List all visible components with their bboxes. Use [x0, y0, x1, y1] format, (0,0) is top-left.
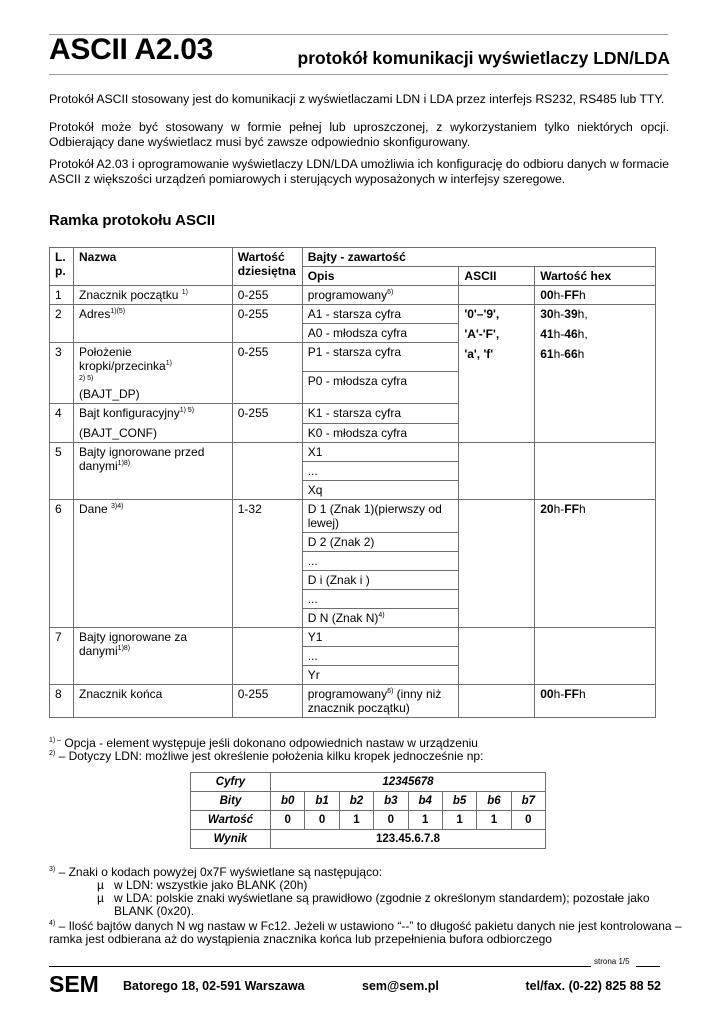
footnote-ref: 1) 5): [179, 407, 195, 414]
row-ascii: [459, 443, 535, 500]
intro-paragraph-3: Protokół A2.03 i oprogramowanie wyświetlaczy LDN/LDA umożliwia ich konfigurację do odbioru danych w formacie ASCII z większości urządzeń pomiarowych i sterujących wyposażonych w interfejsy szeregowe.: [49, 157, 669, 186]
row-decimal: [232, 628, 302, 685]
ascii-ranges: [459, 305, 535, 443]
row-desc: ...: [302, 462, 459, 481]
table-row: [50, 286, 656, 305]
row-name: [73, 343, 232, 404]
bit-cell: b4: [408, 792, 442, 811]
row-desc: ...: [302, 647, 459, 666]
row-desc: D i (Znak i ): [302, 571, 459, 590]
row-desc: K0 - młodsza cyfra: [302, 423, 459, 443]
ascii-range: 'a', 'f': [464, 347, 494, 361]
header-hex: Wartość hex: [535, 267, 656, 286]
row-decimal: [232, 443, 302, 500]
value-cell: 1: [442, 811, 476, 830]
row-desc: [302, 609, 459, 628]
footer-rule: [49, 966, 591, 967]
footnote-text: – Dotyczy LDN: możliwe jest określenie położenia kilku kropek jednocześnie np:: [55, 749, 484, 763]
row-ascii: [459, 500, 535, 628]
bits-row: [191, 792, 546, 811]
value-cell: 1: [477, 811, 511, 830]
ascii-range: 'A'-'F',: [464, 327, 500, 341]
value-cell: 0: [271, 811, 305, 830]
row-name: [73, 500, 232, 628]
row-ascii: [459, 685, 535, 718]
value-cell: 1: [339, 811, 373, 830]
name-text: Adres: [78, 307, 111, 321]
row-desc: A0 - młodsza cyfra: [302, 324, 459, 343]
row-hex: 20h-FFh: [535, 500, 656, 628]
document-subtitle: protokół komunikacji wyświetlaczy LDN/LDA: [297, 48, 670, 68]
name-text: Dane: [78, 502, 108, 516]
footnote-2: [49, 750, 483, 763]
intro-paragraph-2: Protokół może być stosowany w formie pełnej lub uproszczonej, z wykorzystaniem tylko niektórych opcji. Odbierający dane wyświetlacz musi być zawsze odpowiednio skonfigurowany.: [49, 120, 669, 149]
header-lp: L. p.: [50, 248, 74, 286]
footnote-ref: 1): [181, 289, 188, 296]
decimal-point-example-table: [190, 772, 546, 849]
footnote-ref: 2) 5): [78, 375, 94, 382]
row-lp: 6: [50, 500, 74, 628]
row-name: [73, 443, 232, 500]
row-ascii: [459, 286, 535, 305]
list-item: µ w LDA: polskie znaki wyświetlane są prawidłowo (zgodnie z określonym standardem); pozostałe jako BLANK (0x20).: [97, 891, 650, 918]
row-desc: Y1: [302, 628, 459, 647]
company-phone: tel/fax. (0-22) 825 88 52: [525, 979, 661, 993]
table-row: [50, 443, 656, 462]
digits-value: 12345678: [271, 773, 546, 792]
footnote-ref: 1): [165, 360, 172, 367]
row-lp: 5: [50, 443, 74, 500]
name-text: Bajt konfiguracyjny: [78, 406, 180, 420]
row-decimal: 0-255: [232, 404, 302, 443]
bit-cell: b2: [339, 792, 373, 811]
desc-text: D N (Znak N): [307, 611, 379, 625]
footnote-text: Opcja - element występuje jeśli dokonano odpowiednich nastaw w urządzeniu: [61, 736, 478, 750]
row-desc: P1 - starsza cyfra: [302, 343, 459, 372]
desc-text: (inny niż znacznik początku): [307, 687, 442, 715]
value-cell: 0: [374, 811, 408, 830]
table-row: [50, 628, 656, 647]
row-desc: P0 - młodsza cyfra: [302, 372, 459, 404]
bit-cell: b3: [374, 792, 408, 811]
footer-rule-end: [636, 966, 660, 967]
row-desc: K1 - starsza cyfra: [302, 404, 459, 424]
header-ascii: ASCII: [459, 267, 535, 286]
protocol-frame-table: [49, 247, 656, 718]
table-row: [50, 500, 656, 533]
desc-text: programowany: [307, 288, 388, 302]
footnote-ref: 4): [378, 612, 385, 619]
row-lp: 7: [50, 628, 74, 685]
bit-cell: b1: [305, 792, 339, 811]
document-title: ASCII A2.03: [49, 33, 213, 66]
row-lp: 3: [50, 343, 74, 404]
table-row: [50, 685, 656, 718]
row-lp: 8: [50, 685, 74, 718]
row-lp: 2: [50, 305, 74, 343]
header-bottom-rule: [49, 74, 668, 75]
row-decimal: 0-255: [232, 685, 302, 718]
footnote-mark: 3): [49, 866, 56, 873]
footnote-ref: 1)(5): [110, 308, 126, 315]
bits-label: Bity: [191, 792, 271, 811]
footnote-mark: 2): [49, 750, 56, 757]
row-desc: D 1 (Znak 1)(pierwszy od lewej): [302, 500, 459, 533]
row-name: [73, 628, 232, 685]
result-row: [191, 830, 546, 849]
page-number: strona 1/5: [594, 957, 630, 966]
header-desc: Opis: [302, 267, 459, 286]
hex-range: 61h-66h: [540, 347, 585, 361]
row-name: [73, 404, 232, 443]
row-hex: [535, 628, 656, 685]
footnote-3: [49, 866, 679, 918]
row-lp: 1: [50, 286, 74, 305]
name-extra: (BAJT_DP): [78, 387, 140, 401]
name-extra: (BAJT_CONF): [78, 426, 157, 440]
company-email[interactable]: sem@sem.pl: [362, 979, 439, 993]
row-hex: 00h-FFh: [535, 286, 656, 305]
row-desc: [302, 286, 459, 305]
row-desc: ...: [302, 552, 459, 571]
name-text: Położenie kropki/przecinka: [78, 345, 166, 373]
footnote-text: – Znaki o kodach powyżej 0x7F wyświetlane są następująco:: [55, 865, 383, 879]
bit-cell: b5: [442, 792, 476, 811]
hex-range: 30h-39h,: [540, 307, 588, 321]
row-desc: Xq: [302, 481, 459, 500]
list-item: µ w LDN: wszystkie jako BLANK (20h): [97, 878, 308, 892]
row-decimal: 1-32: [232, 500, 302, 628]
footnote-4: [49, 920, 689, 946]
ascii-range: '0'–'9',: [464, 307, 500, 321]
row-desc: D 2 (Znak 2): [302, 533, 459, 552]
value-cell: 1: [408, 811, 442, 830]
bullet-icon: µ: [97, 891, 104, 905]
bit-cell: b7: [511, 792, 545, 811]
bit-cell: b0: [271, 792, 305, 811]
table-header-row: [50, 248, 656, 267]
row-lp: 4: [50, 404, 74, 443]
row-desc: Yr: [302, 666, 459, 685]
row-ascii: [459, 628, 535, 685]
value-cell: 0: [305, 811, 339, 830]
header-bytes: Bajty - zawartość: [302, 248, 655, 267]
row-decimal: 0-255: [232, 286, 302, 305]
company-logo: SEM: [49, 971, 99, 997]
footnote-mark: 4): [49, 920, 56, 927]
footnote-ref: 1)8): [117, 645, 131, 652]
name-text: Bajty ignorowane przed danymi: [78, 445, 205, 473]
row-decimal: 0-255: [232, 343, 302, 404]
name-text: Bajty ignorowane za danymi: [78, 630, 188, 658]
desc-text: programowany: [307, 687, 388, 701]
hex-range: 41h-46h,: [540, 327, 588, 341]
footnote-ref: 6): [387, 688, 394, 695]
row-desc: [302, 685, 459, 718]
row-hex: 00h-FFh: [535, 685, 656, 718]
name-text: Znacznik początku: [78, 288, 179, 302]
result-value: 123.45.6.7.8: [271, 830, 546, 849]
row-desc: X1: [302, 443, 459, 462]
row-desc: A1 - starsza cyfra: [302, 305, 459, 324]
header-name: Nazwa: [73, 248, 232, 286]
value-cell: 0: [511, 811, 545, 830]
result-label: Wynik: [191, 830, 271, 849]
digits-row: [191, 773, 546, 792]
bit-cell: b6: [477, 792, 511, 811]
intro-paragraph-1: Protokół ASCII stosowany jest do komunikacji z wyświetlaczami LDN i LDA przez interfejs RS232, RS485 lub TTY.: [49, 92, 665, 106]
value-label: Wartość: [191, 811, 271, 830]
bullet-icon: µ: [97, 878, 104, 892]
row-name: Znacznik końca: [73, 685, 232, 718]
values-row: [191, 811, 546, 830]
footnote-ref: 1)8): [117, 460, 131, 467]
row-desc: ...: [302, 590, 459, 609]
company-address: Batorego 18, 02-591 Warszawa: [123, 979, 305, 993]
row-decimal: 0-255: [232, 305, 302, 343]
header-decimal: Wartość dziesiętna: [232, 248, 302, 286]
digits-label: Cyfry: [191, 773, 271, 792]
footnote-ref: 3)4): [111, 503, 124, 510]
footnote-mark: 1) –: [49, 737, 62, 744]
table-row: [50, 305, 656, 324]
row-name: [73, 305, 232, 343]
footnote-ref: 6): [387, 289, 394, 296]
row-hex: [535, 443, 656, 500]
hex-ranges: [535, 305, 656, 443]
footnote-text: – Ilość bajtów danych N wg nastaw w Fc12. Jeżeli w ustawiono “--” to długość pakietu danych nie jest kontrolowana – ramka jest odbierana aż do wystąpienia znacznika końca lub przepełnienia bufora odbiorczego: [49, 919, 682, 946]
section-title: Ramka protokołu ASCII: [49, 212, 216, 229]
row-name: [73, 286, 232, 305]
